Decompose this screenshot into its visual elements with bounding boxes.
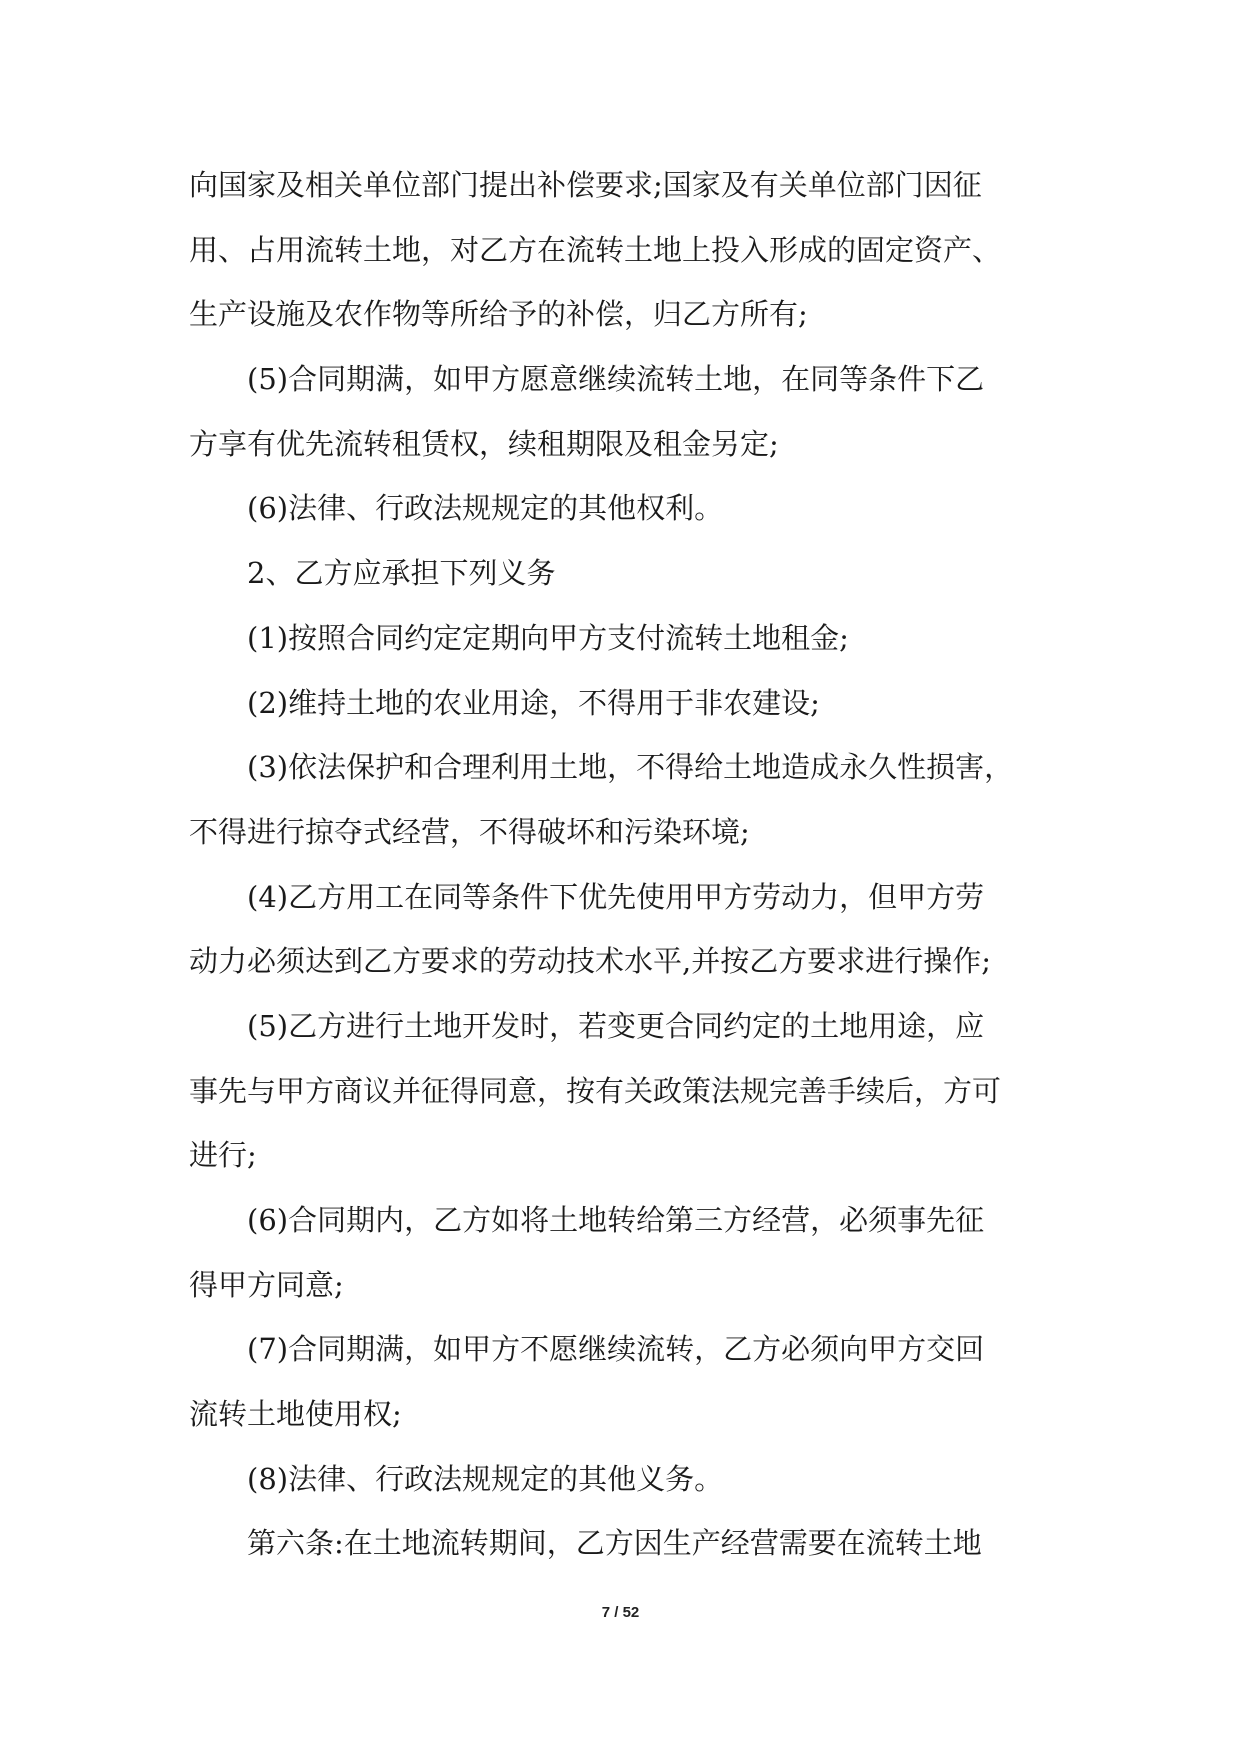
text-line: (6)法律、行政法规规定的其他权利。	[247, 491, 724, 526]
text-line: 得甲方同意;	[189, 1267, 344, 1302]
section-heading: 2、乙方应承担下列义务	[247, 556, 556, 591]
text-line: 向国家及相关单位部门提出补偿要求;国家及有关单位部门因征	[189, 168, 982, 202]
text-line: (4)乙方用工在同等条件下优先使用甲方劳动力，但甲方劳	[247, 879, 985, 914]
text-line: 用、占用流转土地，对乙方在流转土地上投入形成的固定资产、	[189, 232, 1002, 267]
text-line: (8)法律、行政法规规定的其他义务。	[247, 1461, 724, 1496]
text-line: (6)合同期内，乙方如将土地转给第三方经营，必须事先征	[247, 1203, 985, 1237]
text-line: (7)合同期满，如甲方不愿继续流转，乙方必须向甲方交回	[247, 1332, 985, 1367]
text-line: (5)合同期满，如甲方愿意继续流转土地，在同等条件下乙	[247, 362, 985, 397]
text-line: 进行;	[189, 1138, 257, 1173]
text-line: 动力必须达到乙方要求的劳动技术水平,并按乙方要求进行操作;	[189, 944, 991, 979]
document-body	[189, 153, 1061, 1576]
text-line: (2)维持土地的农业用途，不得用于非农建设;	[247, 685, 820, 720]
page-number: 7 / 52	[601, 1604, 640, 1621]
text-line: 生产设施及农作物等所给予的补偿，归乙方所有;	[189, 297, 808, 332]
text-line: 事先与甲方商议并征得同意，按有关政策法规完善手续后，方可	[189, 1073, 1002, 1108]
text-line: (5)乙方进行土地开发时，若变更合同约定的土地用途，应	[247, 1008, 985, 1043]
text-line: 不得进行掠夺式经营，不得破坏和污染环境;	[189, 814, 750, 849]
text-line: (1)按照合同约定定期向甲方支付流转土地租金;	[247, 620, 849, 655]
text-line: 方享有优先流转租赁权，续租期限及租金另定;	[189, 426, 779, 461]
article-heading-line: 第六条:在土地流转期间，乙方因生产经营需要在流转土地	[247, 1526, 982, 1561]
text-line: 流转土地使用权;	[189, 1397, 402, 1432]
text-line: (3)依法保护和合理利用土地，不得给土地造成永久性损害，	[247, 750, 1014, 785]
